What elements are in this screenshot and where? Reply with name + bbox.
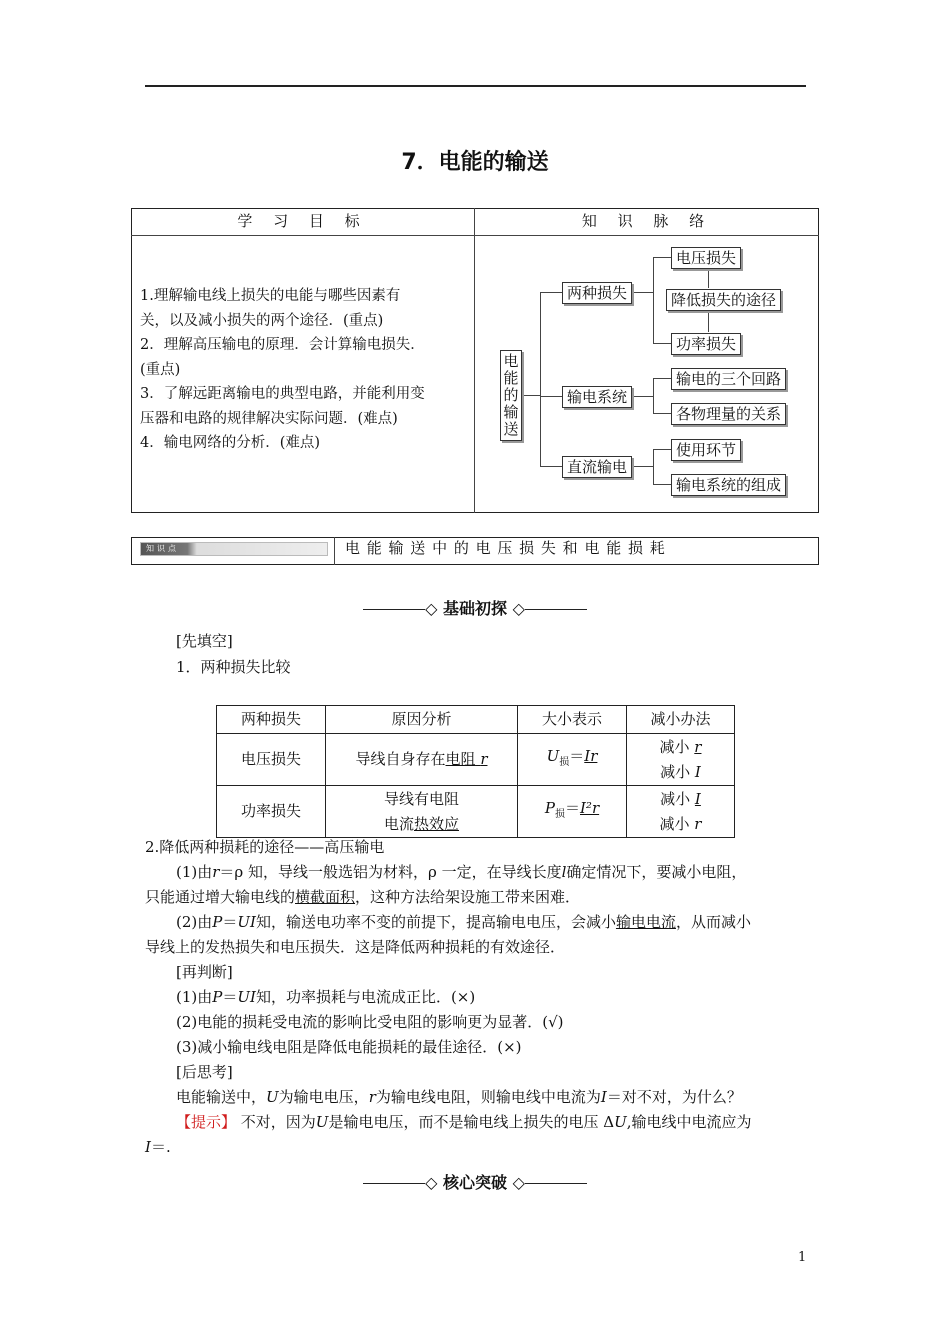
mindmap-leaf: 各物理量的关系 xyxy=(671,403,786,425)
table-divider xyxy=(131,235,819,236)
judge-label: [再判断] xyxy=(176,963,233,981)
paragraph-line: (2)由P＝UI知，输送电功率不变的前提下，提高输电电压，会减小输电电流，从而减小 xyxy=(176,913,751,931)
section-heading-basic: ◇ 基础初探 ◇ xyxy=(0,596,950,619)
mindmap-leaf: 使用环节 xyxy=(671,439,741,461)
mindmap-leaf: 功率损失 xyxy=(671,333,741,355)
loss-type-cell: 电压损失 xyxy=(217,734,326,786)
loss-type-cell: 功率损失 xyxy=(217,786,326,838)
mindmap-leaf: 电压损失 xyxy=(671,247,741,269)
column-header: 原因分析 xyxy=(326,706,518,734)
cause-cell: 导线自身存在电阻 r xyxy=(326,734,518,786)
item-heading: 2.降低两种损耗的途径——高压输电 xyxy=(145,838,385,856)
objectives-header: 学 习 目 标 xyxy=(237,212,368,230)
column-header: 两种损失 xyxy=(217,706,326,734)
reduce-cell: 减小 r 减小 I xyxy=(627,734,735,786)
table-divider xyxy=(474,208,475,513)
knowledge-point-badge: 知识点 xyxy=(140,542,328,556)
objective-line: 1.理解输电线上损失的电能与哪些因素有 xyxy=(140,288,401,304)
hint-label: 【提示】 xyxy=(176,1113,237,1131)
objective-line: (重点) xyxy=(140,361,181,378)
mindmap-leaf: 输电的三个回路 xyxy=(671,368,786,390)
objective-line: 关，以及减小损失的两个途径．(重点) xyxy=(140,312,384,329)
comparison-table xyxy=(216,705,735,838)
fill-blank-label: [先填空] xyxy=(176,632,233,650)
judge-item: (3)减小输电线电阻是降低电能损耗的最佳途径．(×) xyxy=(176,1038,522,1056)
objective-line: 4．输电网络的分析．(难点) xyxy=(140,435,321,451)
think-question: 电能输送中，U为输电电压，r为输电线电阻，则输电线中电流为I＝对不对，为什么？ xyxy=(176,1088,742,1106)
formula-cell: $U_损=Ir$ xyxy=(518,734,627,786)
judge-item: (2)电能的损耗受电流的影响比受电阻的影响更为显著．(√) xyxy=(176,1013,564,1031)
cause-cell: 导线有电阻 电流热效应 xyxy=(326,786,518,838)
column-header: 减小办法 xyxy=(627,706,735,734)
table-row xyxy=(217,786,735,838)
page-number: 1 xyxy=(798,1250,807,1265)
mindmap-branch: 直流输电 xyxy=(562,456,632,478)
mindmap-leaf: 降低损失的途径 xyxy=(666,289,781,311)
section-heading-core: ◇ 核心突破 ◇ xyxy=(0,1170,950,1193)
knowledge-point-title: 电 能 输 送 中 的 电 压 损 失 和 电 能 损 耗 xyxy=(345,539,666,557)
objectives-list xyxy=(140,284,470,456)
page-title: 7．电能的输送 xyxy=(401,150,549,175)
item-heading: 1．两种损失比较 xyxy=(176,658,291,676)
table-row xyxy=(217,734,735,786)
formula-cell: $P_损=I^2r$ xyxy=(518,786,627,838)
objective-line: 2．理解高压输电的原理．会计算输电损失． xyxy=(140,337,425,353)
mindmap-leaf: 输电系统的组成 xyxy=(671,474,786,496)
table-divider xyxy=(334,537,335,565)
hint-line: I＝. xyxy=(145,1138,171,1156)
paragraph-line: 只能通过增大输电线的横截面积，这种方法给架设施工带来困难． xyxy=(145,888,581,906)
column-header: 大小表示 xyxy=(518,706,627,734)
paragraph-line: 导线上的发热损失和电压损失．这是降低两种损耗的有效途径． xyxy=(145,938,566,956)
objective-line: 压器和电路的规律解决实际问题．(难点) xyxy=(140,410,398,427)
judge-item: (1)由P＝UI知，功率损耗与电流成正比．(×) xyxy=(176,988,476,1006)
mindmap-branch: 输电系统 xyxy=(562,386,632,408)
mindmap-branch: 两种损失 xyxy=(562,282,632,304)
mindmap-root: 电能的输送 xyxy=(500,350,522,441)
objective-line: 3．了解远距离输电的典型电路，并能利用变 xyxy=(140,386,425,402)
hint-line: 【提示】 不对，因为U是输电电压，而不是输电线上损失的电压 ΔU,输电线中电流应为 xyxy=(176,1113,752,1131)
think-label: [后思考] xyxy=(176,1063,233,1081)
paragraph-line: (1)由r＝ρ 知，导线一般选铝为材料，ρ 一定，在导线长度l确定情况下，要减小电阻， xyxy=(176,863,747,881)
reduce-cell: 减小 I 减小 r xyxy=(627,786,735,838)
mindmap-header: 知 识 脉 络 xyxy=(581,212,713,230)
header-rule xyxy=(145,85,806,87)
